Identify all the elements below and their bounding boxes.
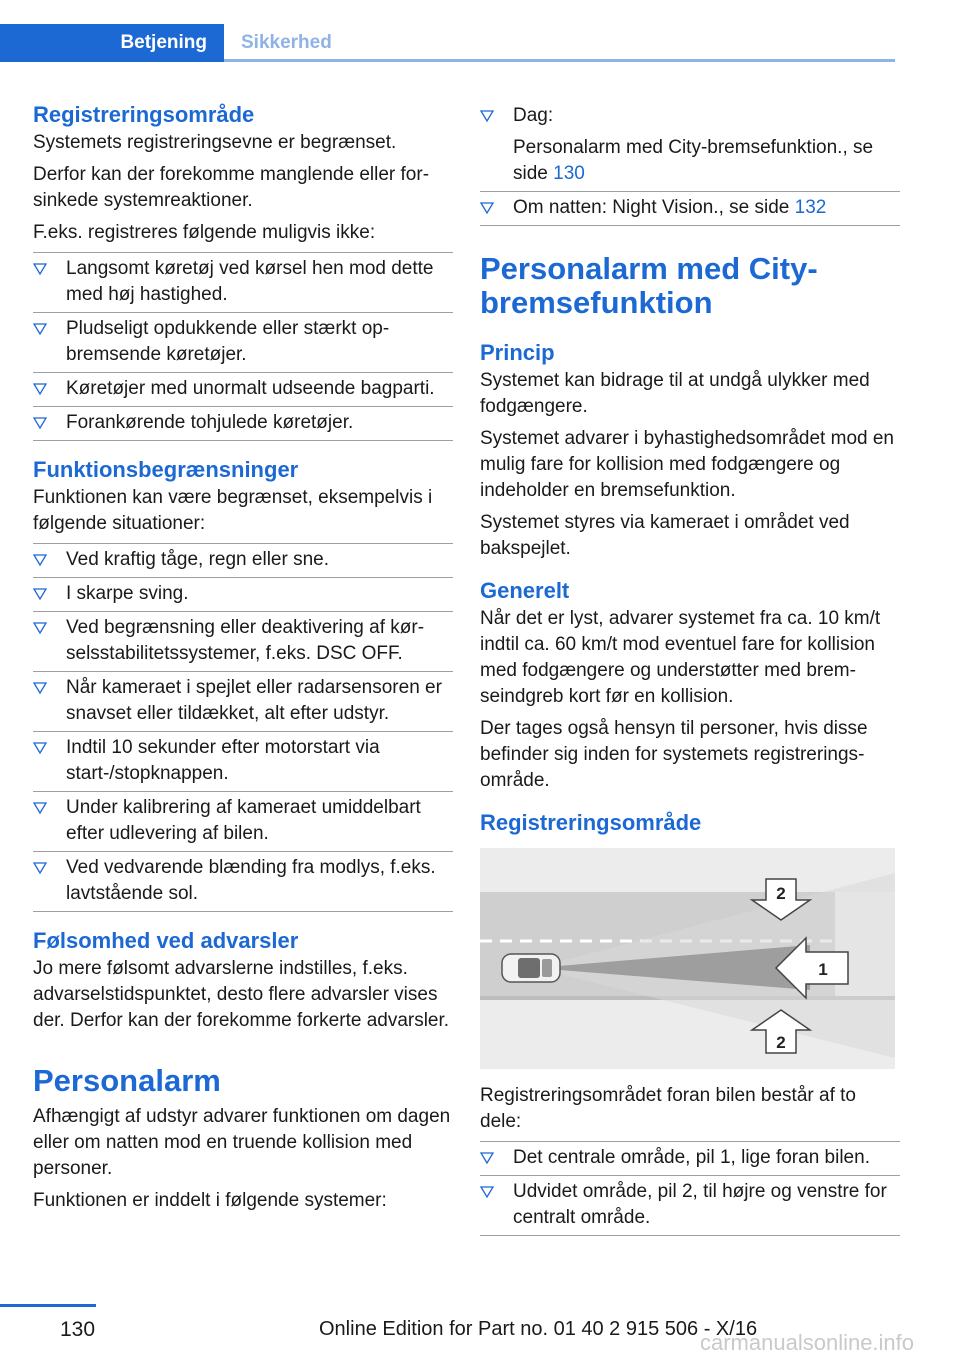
list-item: Dag: Personalarm med City-bremsefunktion., se side 130: [480, 100, 900, 192]
list-item: I skarpe sving.: [33, 578, 453, 612]
paragraph: Der tages også hensyn til personer, hvis disse befinder sig inden for systemets registreringsområde.: [480, 718, 868, 791]
page-number: 130: [60, 1318, 96, 1341]
footer-rule: [0, 1304, 96, 1307]
bullet-list: [33, 252, 453, 441]
list-item: Køretøjer med unormalt udseende bagparti.: [33, 373, 453, 407]
triangle-bullet-icon: [33, 416, 47, 430]
paragraph: Jo mere følsomt advarslerne indstilles, f.eks. advarselstidspunktet, desto flere advarsler vises der. Derfor kan der forekomme forkerte advarsler.: [33, 958, 450, 1031]
bullet-list: [33, 543, 453, 912]
watermark: carmanualsonline.info: [700, 1330, 915, 1355]
list-item: Pludseligt opdukkende eller stærkt opbremsende køretøjer.: [33, 313, 453, 373]
triangle-bullet-icon: [33, 861, 47, 875]
tab-betjening[interactable]: Betjening: [0, 24, 224, 62]
paragraph: Afhængigt af udstyr advarer funktionen om dagen eller om natten mod en truende kollision med personer.: [33, 1106, 451, 1179]
paragraph: F.eks. registreres følgende muligvis ikke:: [33, 222, 376, 243]
header-tabs: [0, 24, 895, 62]
list-item: Ved begrænsning eller deaktivering af kørselsstabilitetssystemer, f.eks. DSC OFF.: [33, 612, 453, 672]
paragraph: Systemet styres via kameraet i området ved bakspejlet.: [480, 512, 850, 559]
svg-text:2: 2: [776, 884, 786, 903]
list-item: Langsomt køretøj ved kørsel hen mod dette med høj hastighed.: [33, 253, 453, 313]
list-item: Forankørende tohjulede køretøjer.: [33, 407, 453, 441]
paragraph: Når det er lyst, advarer systemet fra ca. 10 km/t indtil ca. 60 km/t mod eventuel fare for kollision med fodgængere og understøtter med bremseindgreb kort før en kollision.: [480, 608, 881, 707]
triangle-bullet-icon: [480, 1151, 494, 1165]
triangle-bullet-icon: [33, 262, 47, 276]
tab-sikkerhed[interactable]: Sikkerhed: [241, 32, 332, 53]
chapter-heading-personalarm: Personalarm: [33, 1063, 221, 1098]
triangle-bullet-icon: [33, 681, 47, 695]
triangle-bullet-icon: [33, 587, 47, 601]
triangle-bullet-icon: [33, 553, 47, 567]
triangle-bullet-icon: [33, 801, 47, 815]
right-column: [480, 100, 900, 1246]
section-heading-funktionsbegraensninger: Funktionsbegrænsninger: [33, 457, 299, 482]
list-item: Ved vedvarende blænding fra modlys, f.eks. lavtstående sol.: [33, 852, 453, 912]
bullet-list: [480, 100, 900, 226]
section-heading-generelt: Generelt: [480, 578, 570, 603]
list-item: Når kameraet i spejlet eller radarsensoren er snavset eller tildækket, alt efter udstyr.: [33, 672, 453, 732]
list-item: Indtil 10 sekunder efter motorstart via start-/stopknappen.: [33, 732, 453, 792]
paragraph: Registreringsområdet foran bilen består af to dele:: [480, 1085, 856, 1132]
list-item: Under kalibrering af kameraet umiddelbart efter udlevering af bilen.: [33, 792, 453, 852]
svg-text:2: 2: [776, 1033, 786, 1052]
paragraph: Funktionen er inddelt i følgende systemer:: [33, 1190, 387, 1211]
triangle-bullet-icon: [33, 741, 47, 755]
triangle-bullet-icon: [480, 201, 494, 215]
paragraph: Derfor kan der forekomme manglende eller forsinkede systemreaktioner.: [33, 164, 430, 211]
bullet-list: [480, 1141, 900, 1236]
detection-area-illustration: [480, 848, 895, 1069]
left-column: [33, 100, 453, 1220]
edition-note: Online Edition for Part no. 01 40 2 915 506 - X/16: [319, 1318, 758, 1340]
page-link-132[interactable]: 132: [794, 197, 827, 218]
list-item: Det centrale område, pil 1, lige foran bilen.: [480, 1142, 900, 1176]
page-link-130[interactable]: 130: [553, 163, 585, 184]
car-icon: [502, 954, 560, 982]
list-item: Ved kraftig tåge, regn eller sne.: [33, 544, 453, 578]
triangle-bullet-icon: [33, 322, 47, 336]
section-heading-foelsomhed: Følsomhed ved advarsler: [33, 928, 299, 953]
section-heading-registreringsomraade: Registreringsområde: [33, 102, 255, 127]
section-heading-registreringsomraade-2: Registreringsområde: [480, 810, 702, 835]
section-heading-princip: Princip: [480, 340, 555, 365]
triangle-bullet-icon: [480, 1185, 494, 1199]
header-rule: [224, 59, 895, 62]
triangle-bullet-icon: [33, 621, 47, 635]
paragraph: Systemet kan bidrage til at undgå ulykker med fodgængere.: [480, 370, 870, 417]
paragraph: Systemets registreringsevne er begrænset.: [33, 132, 397, 153]
paragraph: Systemet advarer i byhastighedsområdet mod en mulig fare for kollision med fodgængere og indeholder en bremsefunktion.: [480, 428, 894, 501]
triangle-bullet-icon: [33, 382, 47, 396]
triangle-bullet-icon: [480, 109, 494, 123]
list-item: Om natten: Night Vision., se side 132: [480, 192, 900, 226]
chapter-heading-city-bremsefunktion: Personalarm med City-bremsefunktion: [480, 251, 818, 320]
paragraph: Funktionen kan være begrænset, eksempelvis i følgende situationer:: [33, 487, 433, 534]
list-item: Udvidet område, pil 2, til højre og venstre for centralt område.: [480, 1176, 900, 1236]
svg-text:1: 1: [818, 960, 828, 979]
